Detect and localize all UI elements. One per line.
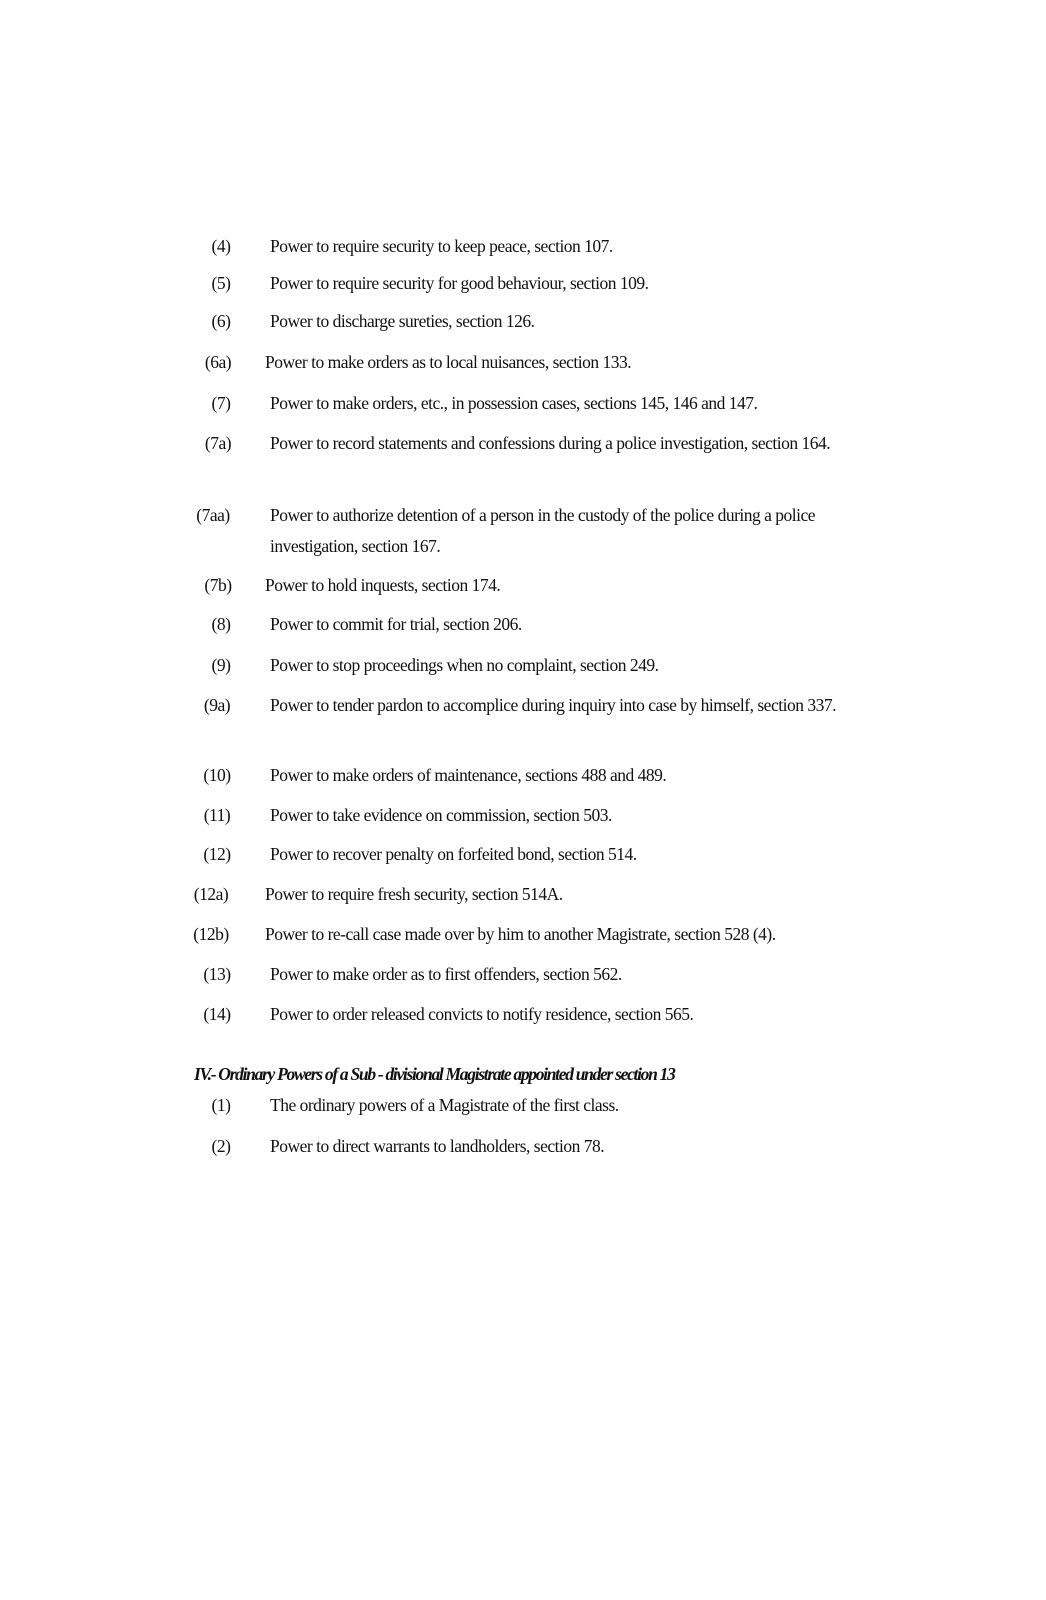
item-text: Power to re-call case made over by him to another Magistrate, section 528 (4). [265,924,776,944]
item-text: Power to hold inquests, section 174. [265,575,501,595]
item-number: (9) [211,655,231,675]
item-number: (7b) [204,575,232,595]
item-number: (7aa) [196,505,230,525]
item-text: Power to make orders as to local nuisances, section 133. [265,352,632,372]
item-number: (9a) [203,695,231,715]
item-number: (4) [211,236,231,256]
item-text: Power to require security for good behaviour, section 109. [270,273,649,293]
item-number: (13) [203,964,231,984]
item-text: Power to make order as to first offenders, section 562. [270,964,622,984]
item-number: (6a) [204,352,232,372]
item-text: Power to tender pardon to accomplice during inquiry into case by himself, section 337. [270,695,836,715]
item-text: Power to order released convicts to notify residence, section 565. [270,1004,694,1024]
item-number: (14) [203,1004,231,1024]
item-number: (7) [211,393,231,413]
item-text: Power to require fresh security, section 514A. [265,884,563,904]
item-text: Power to stop proceedings when no complaint, section 249. [270,655,659,675]
item-text: Power to direct warrants to landholders, section 78. [270,1136,605,1156]
item-number: (6) [211,311,231,331]
item-text: Power to require security to keep peace, section 107. [270,236,613,256]
item-number: (12) [203,844,231,864]
item-number: (5) [211,273,231,293]
item-text: Power to make orders, etc., in possession cases, sections 145, 146 and 147. [270,393,758,413]
item-text: The ordinary powers of a Magistrate of the first class. [270,1095,619,1115]
item-number: (12a) [193,884,229,904]
item-number: (1) [211,1095,231,1115]
item-text: Power to commit for trial, section 206. [270,614,522,634]
item-text: Power to recover penalty on forfeited bond, section 514. [270,844,637,864]
item-text: Power to record statements and confessions during a police investigation, section 164. [270,433,831,453]
item-number: (8) [211,614,231,634]
item-number: (7a) [204,433,232,453]
item-text: Power to discharge sureties, section 126. [270,311,535,331]
item-text: Power to authorize detention of a person in the custody of the police during a police investigation, section 167. [270,505,816,556]
item-text: Power to make orders of maintenance, sections 488 and 489. [270,765,667,785]
item-text: Power to take evidence on commission, section 503. [270,805,612,825]
item-number: (10) [203,765,231,785]
item-number: (2) [211,1136,231,1156]
section-heading: IV.- Ordinary Powers of a Sub - divisional Magistrate appointed under section 13 [194,1064,675,1084]
item-number: (12b) [193,924,229,944]
item-number: (11) [203,805,231,825]
